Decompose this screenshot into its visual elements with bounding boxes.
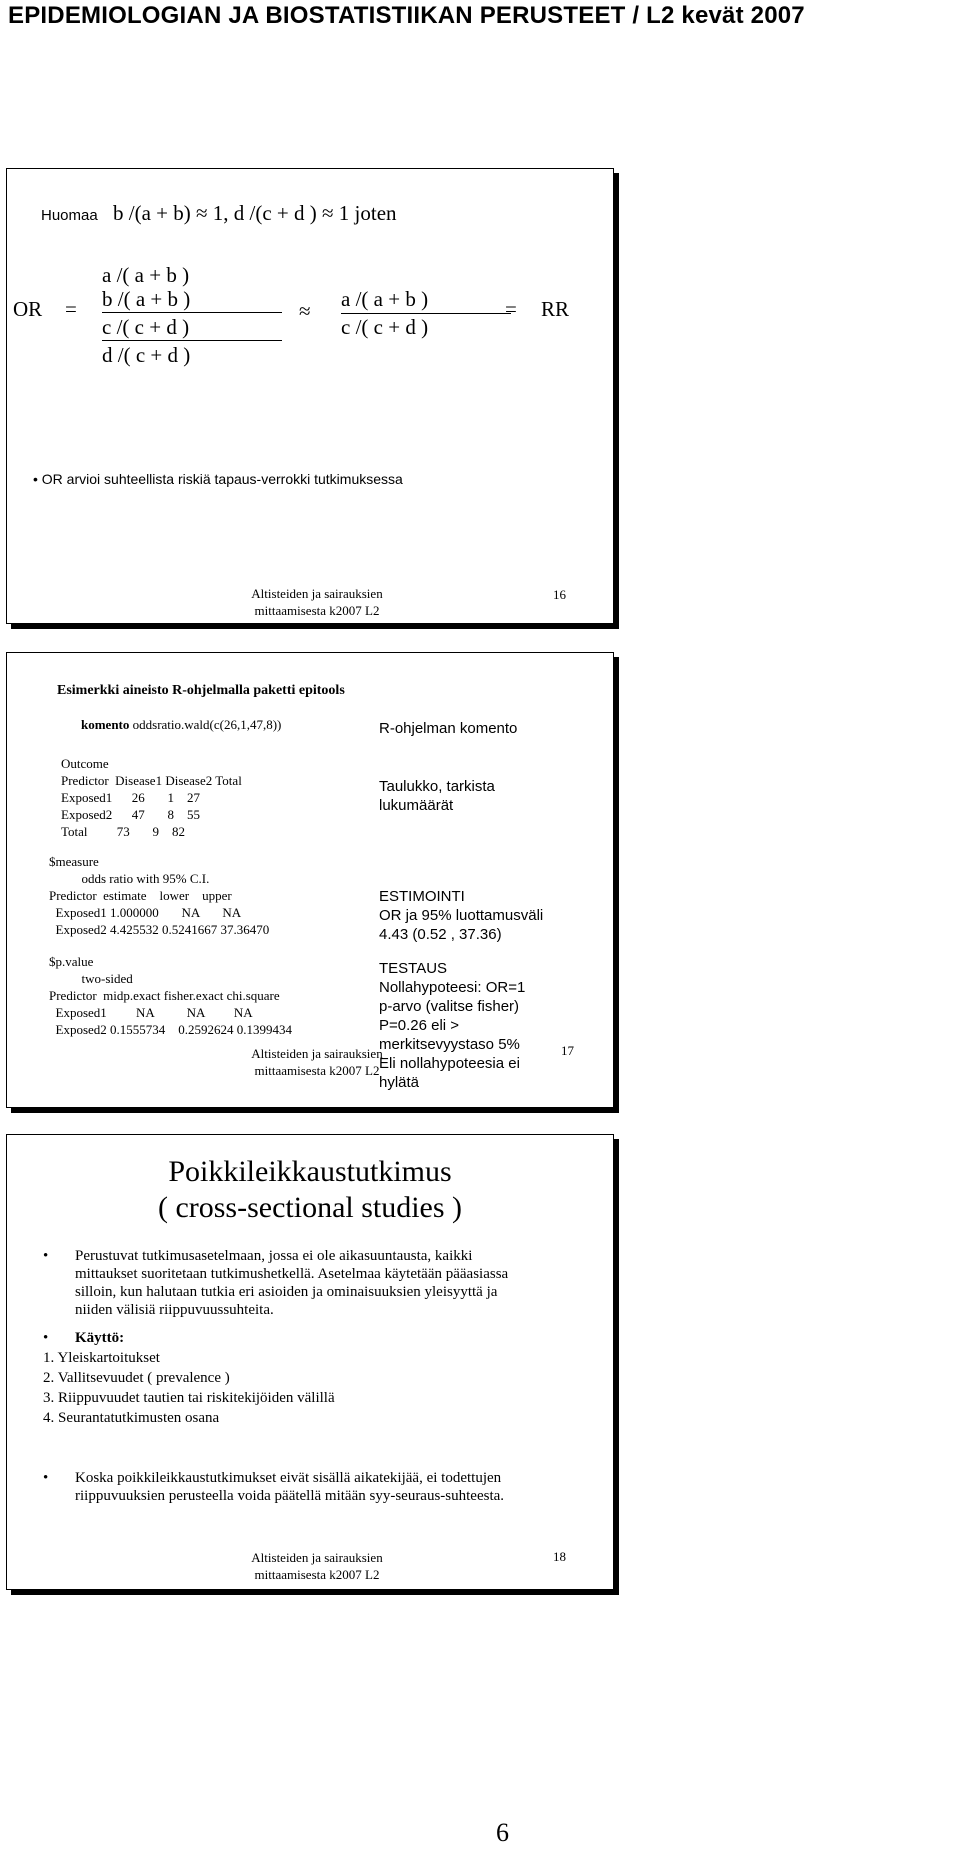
frac-num1: a /( a + b ) (102, 263, 190, 287)
paragraph-1: Perustuvat tutkimusasetelmaan, jossa ei ole aikasuuntausta, kaikki mittaukset suoritetaan tutkimushetkellä. Asetelmaa käytetään pääasiassa silloin, kun halutaan tutkia eri asioiden ja ominaisuuksien yleisyyttä ja niiden välisiä riippuvuussuhteita. (75, 1248, 509, 1318)
bullet-text: • OR arvioi suhteellista riskiä tapaus-verrokki tutkimuksessa (33, 471, 403, 487)
use-item-2: 2. Vallitsevuudet ( prevalence ) (43, 1370, 230, 1386)
rr-label: RR (541, 297, 570, 321)
footer-line2: mittaamisesta k2007 L2 (254, 1567, 380, 1582)
footer-line1: Altisteiden ja sairauksien (251, 1046, 383, 1061)
fraction-bar-inner1 (102, 312, 282, 313)
bullet-dot-1: • (43, 1248, 49, 1264)
side-estimointi (379, 887, 543, 944)
rr-fraction-bar (341, 313, 511, 314)
use-item-4: 4. Seurantatutkimusten osana (43, 1410, 220, 1426)
equals-1: = (65, 297, 77, 321)
footer-line2: mittaamisesta k2007 L2 (254, 1063, 380, 1078)
kaytto-label: Käyttö: (75, 1330, 125, 1346)
komento-line (81, 717, 281, 733)
huomaa-label: Huomaa (41, 207, 98, 224)
bullet-dot-2: • (43, 1330, 49, 1346)
slide-footer (232, 585, 402, 619)
footer-line1: Altisteiden ja sairauksien (251, 1550, 383, 1565)
bullet-or: OR arvioi suhteellista riskiä tapaus-verrokki tutkimuksessa (41, 471, 403, 487)
side-estimointi-3: 4.43 (0.52 , 37.36) (379, 926, 502, 943)
page-header: EPIDEMIOLOGIAN JA BIOSTATISTIIKAN PERUSTEET / L2 kevät 2007 (8, 2, 805, 29)
rr-frac-num: a /( a + b ) (341, 287, 429, 311)
slide-title: Esimerkki aineisto R-ohjelmalla paketti epitools (57, 683, 345, 698)
use-item-3: 3. Riippuvuudet tautien tai riskitekijöiden välillä (43, 1390, 335, 1406)
slide-number: 17 (561, 1043, 574, 1058)
or-label: OR (13, 297, 43, 321)
equals-2: = (505, 297, 517, 321)
slide-title-2: ( cross-sectional studies ) (157, 1191, 463, 1224)
side-estimointi-1: ESTIMOINTI (379, 888, 465, 905)
paragraph-2: Koska poikkileikkaustutkimukset eivät sisällä aikatekijää, ei todettujen riippuvuuksien perusteella voida päätellä mitään syy-seuraus-suhteesta. (75, 1470, 505, 1504)
measure-output: $measure odds ratio with 95% C.I. Predictor estimate lower upper Exposed1 1.000000 NA NA Exposed2 4.425532 0.5241667 37.36470 (49, 854, 270, 937)
formula-top: b /(a + b) ≈ 1, d /(c + d ) ≈ 1 joten (113, 201, 397, 225)
approx-sign: ≈ (299, 299, 311, 323)
side-komento: R-ohjelman komento (379, 720, 518, 737)
side-testaus-7: hylätä (379, 1074, 420, 1091)
side-testaus-5: merkitsevyystaso 5% (379, 1036, 520, 1053)
page-number: 6 (496, 1818, 509, 1847)
komento-label: komento (81, 717, 130, 732)
slide-18 (6, 1134, 614, 1590)
side-taulukko-2: lukumäärät (379, 797, 454, 814)
side-taulukko (379, 777, 495, 815)
frac-den2: d /( c + d ) (102, 343, 191, 367)
slide-title-1: Poikkileikkaustutkimus (168, 1155, 452, 1188)
side-testaus-4: P=0.26 eli > (379, 1017, 460, 1034)
footer-line2: mittaamisesta k2007 L2 (254, 603, 380, 618)
slide-number: 16 (553, 587, 566, 602)
side-testaus-3: p-arvo (valitse fisher) (379, 998, 520, 1015)
footer-line1: Altisteiden ja sairauksien (251, 586, 383, 601)
slide-17 (6, 652, 614, 1108)
fraction-bar-inner2 (102, 340, 282, 341)
use-item-1: 1. Yleiskartoitukset (43, 1350, 160, 1366)
slide-footer (232, 1549, 402, 1583)
side-taulukko-1: Taulukko, tarkista (379, 778, 495, 795)
bullet-dot-3: • (43, 1470, 49, 1486)
slide-footer (232, 1045, 402, 1079)
frac-den1: b /( a + b ) (102, 287, 191, 311)
rr-frac-den: c /( c + d ) (341, 315, 429, 339)
side-estimointi-2: OR ja 95% luottamusväli (379, 907, 544, 924)
frac-num2: c /( c + d ) (102, 315, 190, 339)
table-output: Outcome Predictor Disease1 Disease2 Total Exposed1 26 1 27 Exposed2 47 8 55 Total 73 9 82 (61, 756, 242, 839)
slide-16 (6, 168, 614, 624)
side-testaus-1: TESTAUS (379, 960, 448, 977)
slide-number: 18 (553, 1549, 566, 1564)
side-testaus-2: Nollahypoteesi: OR=1 (379, 979, 526, 996)
komento-cmd: oddsratio.wald(c(26,1,47,8)) (132, 717, 282, 732)
pvalue-output: $p.value two-sided Predictor midp.exact fisher.exact chi.square Exposed1 NA NA NA Exposed2 0.1555734 0.2592624 0.1399434 (49, 954, 293, 1037)
side-testaus-6: Eli nollahypoteesia ei (379, 1055, 520, 1072)
